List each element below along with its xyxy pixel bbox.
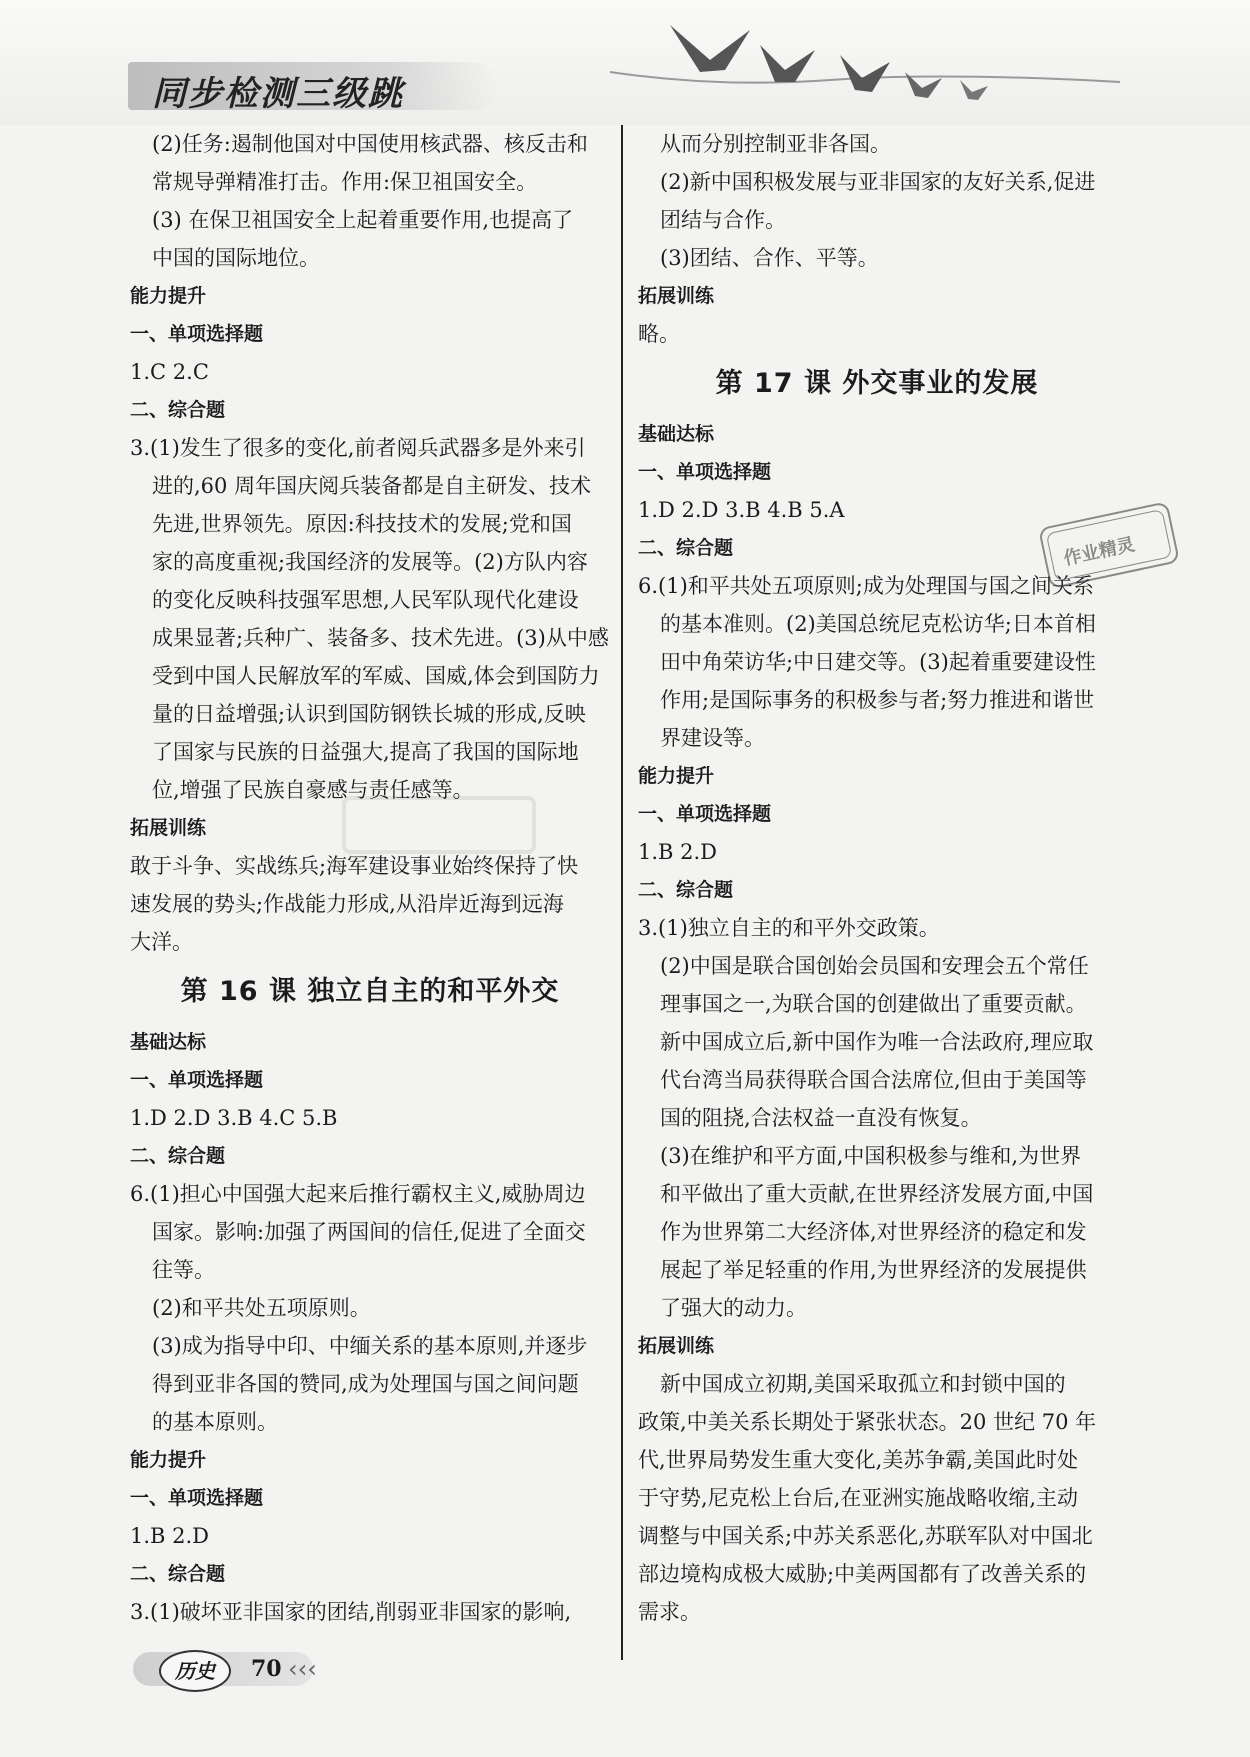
text-line: 得到亚非各国的赞同,成为处理国与国之间问题 — [152, 1372, 579, 1396]
text-line: 大洋。 — [130, 930, 193, 954]
text-line: 团结与合作。 — [660, 208, 786, 232]
section-heading: 二、综合题 — [130, 1145, 226, 1167]
lesson-title: 第 17 课 外交事业的发展 — [715, 368, 1039, 399]
section-heading: 二、综合题 — [130, 1563, 226, 1585]
section-heading: 一、单项选择题 — [638, 803, 772, 825]
text-line: (2)中国是联合国创始会员国和安理会五个常任 — [660, 954, 1089, 978]
section-heading: 一、单项选择题 — [130, 1069, 264, 1091]
text-line: 了强大的动力。 — [660, 1296, 807, 1320]
text-line: 的基本准则。(2)美国总统尼克松访华;日本首相 — [660, 612, 1096, 636]
text-line: 田中角荣访华;中日建交等。(3)起着重要建设性 — [660, 650, 1096, 674]
text-line: (3) 在保卫祖国安全上起着重要作用,也提高了 — [152, 208, 574, 232]
text-line: 于守势,尼克松上台后,在亚洲实施战略收缩,主动 — [638, 1486, 1079, 1510]
text-line: 界建设等。 — [660, 726, 765, 750]
text-line: 了国家与民族的日益强大,提高了我国的国际地 — [152, 740, 579, 764]
text-line: 国的阻挠,合法权益一直没有恢复。 — [660, 1106, 982, 1130]
text-line: 1.D 2.D 3.B 4.C 5.B — [130, 1106, 338, 1130]
text-line: 受到中国人民解放军的军威、国威,体会到国防力 — [152, 664, 600, 688]
subject-label: 历史 — [159, 1650, 231, 1692]
section-heading: 一、单项选择题 — [130, 1487, 264, 1509]
text-line: (2)任务:遏制他国对中国使用核武器、核反击和 — [152, 132, 588, 156]
page-footer-badge — [133, 1648, 338, 1690]
text-line: (3)团结、合作、平等。 — [660, 246, 879, 270]
text-line: 的变化反映科技强军思想,人民军队现代化建设 — [152, 588, 579, 612]
text-line: 国家。影响:加强了两国间的信任,促进了全面交 — [152, 1220, 586, 1244]
text-line: 调整与中国关系;中苏关系恶化,苏联军队对中国北 — [638, 1524, 1093, 1548]
section-heading: 基础达标 — [638, 423, 715, 445]
section-heading: 拓展训练 — [130, 817, 207, 839]
text-line: (3)在维护和平方面,中国积极参与维和,为世界 — [660, 1144, 1082, 1168]
text-line: 速发展的势头;作战能力形成,从沿岸近海到远海 — [130, 892, 564, 916]
text-line: 量的日益增强;认识到国防钢铁长城的形成,反映 — [152, 702, 586, 726]
book-title: 同步检测三级跳 — [152, 74, 404, 114]
column-divider — [621, 125, 623, 1660]
text-line: 和平做出了重大贡献,在世界经济发展方面,中国 — [660, 1182, 1094, 1206]
section-heading: 一、单项选择题 — [638, 461, 772, 483]
lesson-title: 第 16 课 独立自主的和平外交 — [180, 976, 560, 1007]
section-heading: 二、综合题 — [638, 537, 734, 559]
text-line: 1.C 2.C — [130, 360, 209, 384]
text-line: 家的高度重视;我国经济的发展等。(2)方队内容 — [152, 550, 588, 574]
text-line: 新中国成立后,新中国作为唯一合法政府,理应取 — [660, 1030, 1094, 1054]
text-line: 进的,60 周年国庆阅兵装备都是自主研发、技术 — [152, 474, 592, 498]
text-line: 理事国之一,为联合国的创建做出了重要贡献。 — [660, 992, 1087, 1016]
section-heading: 能力提升 — [130, 1449, 207, 1471]
text-line: 需求。 — [638, 1600, 701, 1624]
text-line: 的基本原则。 — [152, 1410, 278, 1434]
text-line: 作用;是国际事务的积极参与者;努力推进和谐世 — [660, 688, 1095, 712]
chevron-right-icon: ‹‹‹ — [288, 1655, 317, 1683]
section-heading: 拓展训练 — [638, 285, 715, 307]
left-column — [130, 125, 610, 1631]
text-line: 3.(1)独立自主的和平外交政策。 — [638, 916, 940, 940]
text-line: 从而分别控制亚非各国。 — [660, 132, 891, 156]
watermark-mark — [340, 790, 540, 875]
section-heading: 拓展训练 — [638, 1335, 715, 1357]
flying-birds-illustration — [600, 10, 1120, 120]
text-line: 作为世界第二大经济体,对世界经济的稳定和发 — [660, 1220, 1087, 1244]
section-heading: 一、单项选择题 — [130, 323, 264, 345]
text-line: 位,增强了民族自豪感与责任感等。 — [152, 778, 474, 802]
text-line: 中国的国际地位。 — [152, 246, 320, 270]
text-line: 敢于斗争、实战练兵;海军建设事业始终保持了快 — [130, 854, 579, 878]
text-line: 政策,中美关系长期处于紧张状态。20 世纪 70 年 — [638, 1410, 1097, 1434]
book-title-banner — [128, 62, 498, 114]
section-heading: 基础达标 — [130, 1031, 207, 1053]
text-line: 成果显著;兵种广、装备多、技术先进。(3)从中感 — [152, 626, 609, 650]
section-heading: 能力提升 — [638, 765, 715, 787]
text-line: 6.(1)担心中国强大起来后推行霸权主义,威胁周边 — [130, 1182, 586, 1206]
text-line: 1.B 2.D — [638, 840, 718, 864]
text-line: 3.(1)破坏亚非国家的团结,削弱亚非国家的影响, — [130, 1600, 572, 1624]
stamp-text: 作业精灵 — [1061, 534, 1137, 570]
section-heading: 二、综合题 — [130, 399, 226, 421]
text-line: 先进,世界领先。原因:科技技术的发展;党和国 — [152, 512, 572, 536]
section-heading: 能力提升 — [130, 285, 207, 307]
text-line: 1.D 2.D 3.B 4.B 5.A — [638, 498, 845, 522]
page-number: 70 — [251, 1656, 282, 1682]
text-line: 代,世界局势发生重大变化,美苏争霸,美国此时处 — [638, 1448, 1079, 1472]
text-line: 3.(1)发生了很多的变化,前者阅兵武器多是外来引 — [130, 436, 586, 460]
text-line: 新中国成立初期,美国采取孤立和封锁中国的 — [660, 1372, 1066, 1396]
text-line: (3)成为指导中印、中缅关系的基本原则,并逐步 — [152, 1334, 588, 1358]
text-line: 代台湾当局获得联合国合法席位,但由于美国等 — [660, 1068, 1087, 1092]
text-line: 常规导弹精准打击。作用:保卫祖国安全。 — [152, 170, 538, 194]
text-line: (2)新中国积极发展与亚非国家的友好关系,促进 — [660, 170, 1096, 194]
section-heading: 二、综合题 — [638, 879, 734, 901]
text-line: 6.(1)和平共处五项原则;成为处理国与国之间关系 — [638, 574, 1094, 598]
right-column — [638, 125, 1116, 1631]
text-line: 往等。 — [152, 1258, 215, 1282]
text-line: 1.B 2.D — [130, 1524, 210, 1548]
text-line: 展起了举足轻重的作用,为世界经济的发展提供 — [660, 1258, 1087, 1282]
text-line: 部边境构成极大威胁;中美两国都有了改善关系的 — [638, 1562, 1087, 1586]
text-line: (2)和平共处五项原则。 — [152, 1296, 371, 1320]
text-line: 略。 — [638, 322, 680, 346]
